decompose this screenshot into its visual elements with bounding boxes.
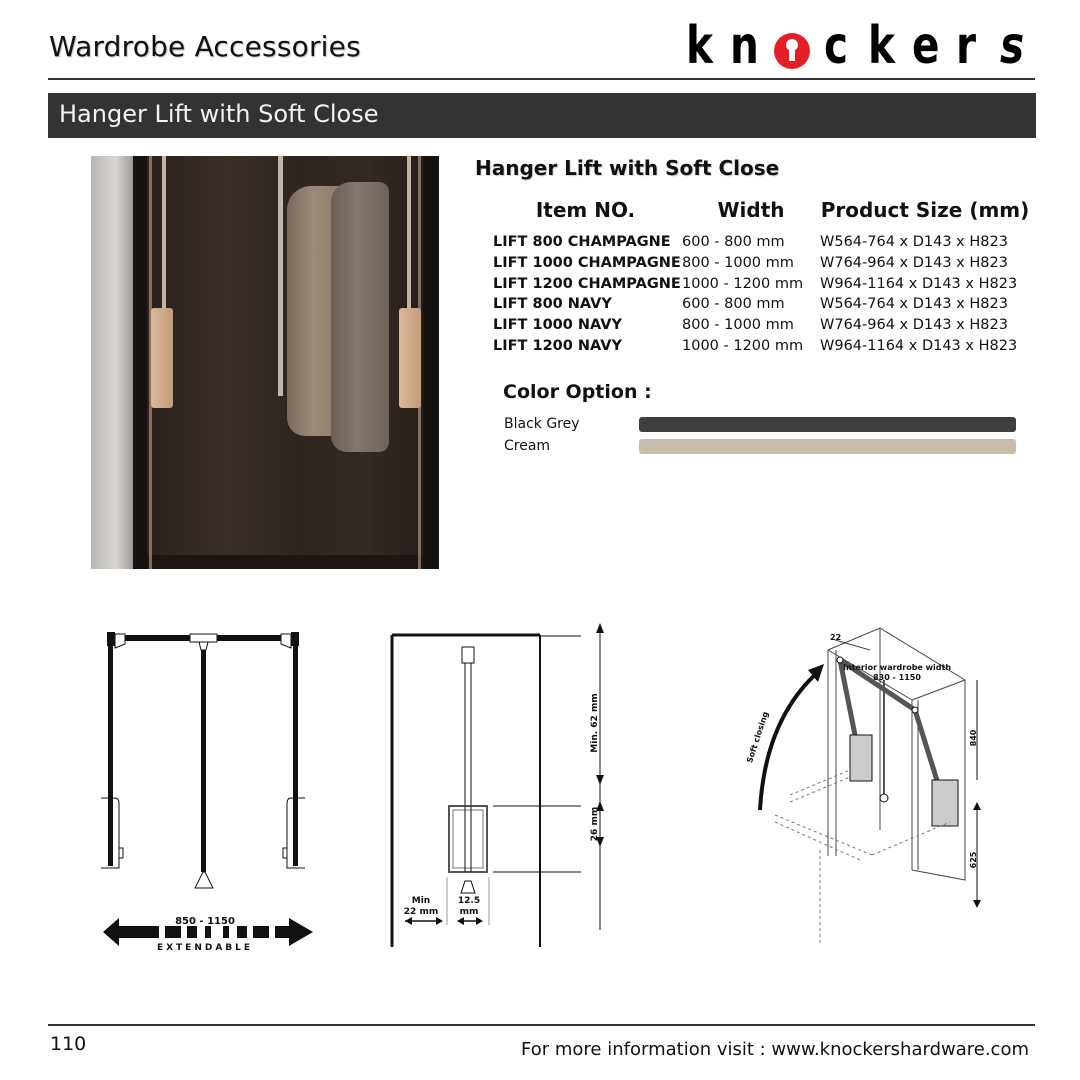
size-value: W964-1164 x D143 x H823	[820, 337, 1018, 354]
spec-table	[489, 196, 1030, 356]
column-header-width: Width	[717, 198, 785, 222]
table-row	[489, 315, 1030, 336]
product-banner	[48, 93, 1036, 138]
color-option-title: Color Option :	[503, 381, 652, 403]
product-heading: Hanger Lift with Soft Close	[475, 156, 780, 180]
upper-height-label: 840	[969, 729, 978, 747]
size-value: W564-764 x D143 x H823	[820, 296, 1008, 313]
logo-letter: c	[824, 16, 849, 76]
color-swatch	[639, 417, 1016, 432]
front-view-diagram	[95, 620, 325, 960]
item-no: LIFT 800 CHAMPAGNE	[493, 234, 671, 251]
item-no: LIFT 1000 CHAMPAGNE	[493, 255, 681, 272]
logo-letter: s	[1000, 16, 1025, 76]
footer-website-text: For more information visit : www.knockershardware.com	[521, 1039, 1029, 1060]
section-title: Wardrobe Accessories	[49, 30, 361, 63]
size-value: W564-764 x D143 x H823	[820, 234, 1008, 251]
color-swatch	[639, 439, 1016, 454]
brand-logo	[686, 18, 1030, 74]
width-value: 1000 - 1200 mm	[682, 275, 804, 292]
column-header-item: Item NO.	[535, 198, 636, 222]
item-no: LIFT 1200 CHAMPAGNE	[493, 275, 681, 292]
jacket-image	[331, 182, 389, 452]
table-row	[489, 273, 1030, 294]
bracket-height-label: 26 mm	[590, 806, 600, 842]
color-option-label: Black Grey	[504, 416, 580, 432]
color-option-black-grey	[504, 415, 1016, 433]
item-no: LIFT 1200 NAVY	[493, 337, 622, 354]
rod-width-label: 12.5	[457, 896, 481, 906]
footer-divider	[48, 1024, 1035, 1026]
extendable-label: EXTENDABLE	[156, 943, 254, 953]
product-photo	[91, 156, 439, 569]
svg-text:22 mm: 22 mm	[403, 907, 439, 917]
side-view-diagram	[385, 615, 625, 955]
interior-width-label: Interior wardrobe width	[842, 663, 952, 672]
width-value: 800 - 1000 mm	[682, 255, 794, 272]
logo-letter: k	[868, 16, 895, 76]
width-value: 600 - 800 mm	[682, 296, 785, 313]
table-row	[489, 232, 1030, 253]
min-side-label: Min	[411, 896, 431, 906]
banner-title: Hanger Lift with Soft Close	[59, 100, 379, 128]
page-number: 110	[50, 1033, 87, 1055]
logo-letter: k	[686, 16, 713, 76]
width-value: 600 - 800 mm	[682, 234, 785, 251]
soft-closing-label: Soft closing	[745, 710, 771, 764]
logo-letter: e	[912, 16, 940, 76]
extend-range-label: 850 - 1150	[175, 916, 235, 927]
logo-letter: n	[730, 16, 759, 76]
column-header-size: Product Size (mm)	[820, 198, 1030, 222]
size-value: W764-964 x D143 x H823	[820, 255, 1008, 272]
color-option-label: Cream	[504, 438, 551, 454]
table-row	[489, 253, 1030, 274]
lower-height-label: 625	[969, 851, 978, 869]
keyhole-icon	[774, 33, 810, 69]
size-value: W964-1164 x D143 x H823	[820, 275, 1018, 292]
table-row	[489, 294, 1030, 315]
width-value: 800 - 1000 mm	[682, 317, 794, 334]
size-value: W764-964 x D143 x H823	[820, 317, 1008, 334]
isometric-installation-diagram	[740, 620, 1000, 960]
depth-label: 22	[830, 633, 842, 642]
color-option-cream	[504, 437, 1016, 455]
logo-letter: r	[956, 16, 977, 76]
interior-width-range: 830 - 1150	[873, 673, 921, 682]
min-top-label: Min. 62 mm	[590, 693, 600, 753]
header-divider	[48, 78, 1035, 80]
width-value: 1000 - 1200 mm	[682, 337, 804, 354]
item-no: LIFT 1000 NAVY	[493, 317, 622, 334]
item-no: LIFT 800 NAVY	[493, 296, 612, 313]
svg-text:mm: mm	[459, 907, 479, 917]
table-row	[489, 335, 1030, 356]
